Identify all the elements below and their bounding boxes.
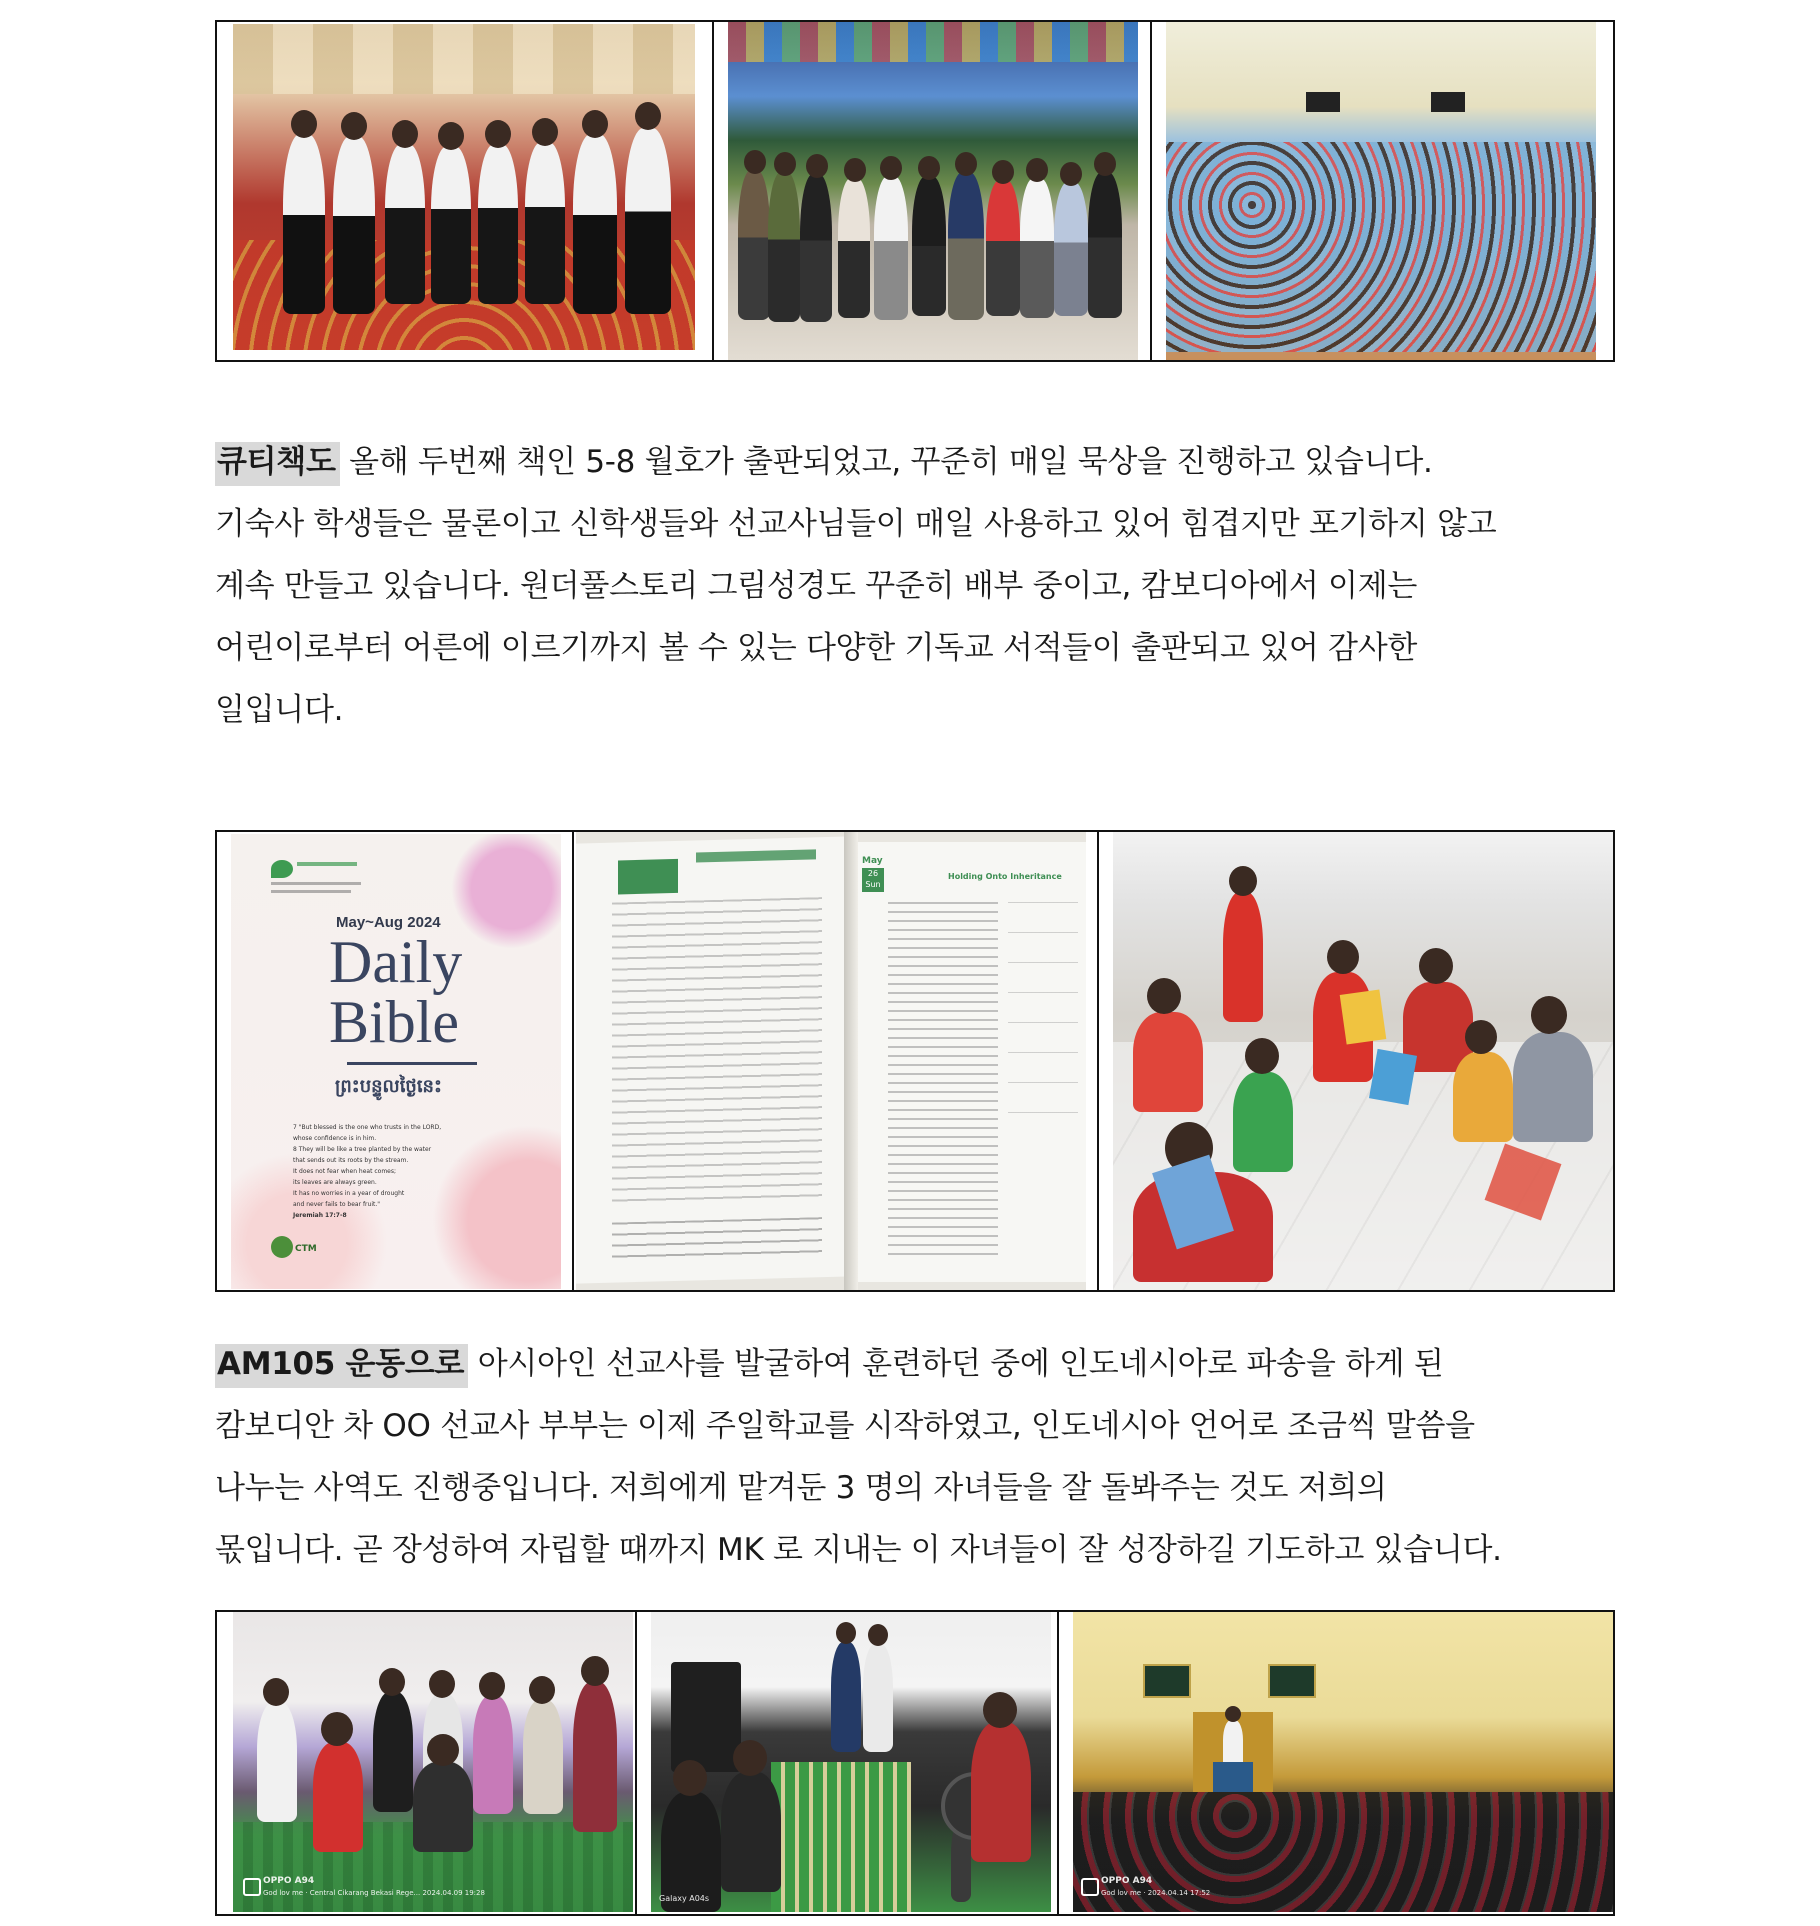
am105-highlight: AM105 운동으로: [215, 1344, 468, 1388]
watermark-logo-icon: [243, 1878, 261, 1896]
open-book-header: Holding Onto Inheritance: [948, 872, 1062, 881]
cover-title-line1: Daily: [329, 929, 463, 995]
qt-line-2: 기숙사 학생들은 물론이고 신학생들와 선교사님들이 매일 사용하고 있어 힘겹지만 포기하지 않고: [215, 506, 1497, 542]
watermark-device: OPPO A94: [263, 1876, 315, 1886]
cover-title-line2: Bible: [329, 989, 459, 1055]
church-service-photo: [1059, 1612, 1613, 1914]
youth-gathering-photo: [637, 1612, 1059, 1914]
daily-bible-open-book-photo: [574, 832, 1099, 1290]
publisher-name: CTM: [295, 1244, 317, 1254]
photo-row-middle: [215, 830, 1615, 1292]
cover-dates: May~Aug 2024: [336, 914, 441, 931]
open-book-month: May: [862, 856, 883, 866]
qt-paragraph: [215, 431, 1615, 741]
watermark-caption: God lov me · 2024.04.14 17:52: [1101, 1889, 1211, 1897]
qt-highlight: 큐티책도: [215, 442, 340, 486]
watermark-device: OPPO A94: [1101, 1876, 1153, 1886]
daily-bible-cover-photo: [217, 832, 574, 1290]
am105-line-3: 나누는 사역도 진행중입니다. 저희에게 맡겨둔 3 명의 자녀들을 잘 돌봐주는 것도 저희의: [215, 1470, 1387, 1506]
children-reading-books-photo: [1099, 832, 1613, 1290]
cover-khmer-title: ព្រះបន្ទូលថ្ងៃនេះ: [335, 1076, 442, 1097]
am105-line-1: AM105 운동으로 아시아인 선교사를 발굴하여 훈련하던 중에 인도네시아로 파송을 하게 된: [215, 1333, 1615, 1395]
photo-row-top: [215, 20, 1615, 362]
children-assembly-photo: [1152, 22, 1613, 360]
watermark-logo-icon: [1081, 1878, 1099, 1896]
am105-paragraph: [215, 1333, 1615, 1581]
qt-line-4: 어린이로부터 어른에 이르기까지 볼 수 있는 다양한 기독교 서적들이 출판되고 있어 감사한: [215, 630, 1417, 666]
cover-verse: 7 "But blessed is the one who trusts in the LORD, whose confidence is in him. 8 They will be like a tree planted by the water that sends out its roots by the stream. It does not fear when heat comes; its leaves are always green. It has no worries in a year of drought and never fails to bear fruit." Jeremiah 17:7-8: [293, 1124, 442, 1219]
open-book-weekday: Sun: [865, 880, 881, 889]
qt-line-1: 큐티책도 올해 두번째 책인 5-8 월호가 출판되었고, 꾸준히 매일 묵상을 진행하고 있습니다.: [215, 431, 1615, 493]
watermark-device: Galaxy A04s: [659, 1894, 710, 1903]
cover-logo-icon: [271, 860, 293, 878]
qt-line-3: 계속 만들고 있습니다. 원더풀스토리 그림성경도 꾸준히 배부 중이고, 캄보디아에서 이제는: [215, 568, 1417, 604]
watermark-caption: God lov me · Central Cikarang Bekasi Rege... 2024.04.09 19:28: [263, 1889, 485, 1897]
open-book-day: 26: [867, 869, 879, 878]
family-gathering-photo: [217, 1612, 637, 1914]
students-award-photo: [217, 22, 714, 360]
photo-row-bottom: [215, 1610, 1615, 1916]
am105-line-4: 몫입니다. 곧 장성하여 자립할 때까지 MK 로 지내는 이 자녀들이 잘 성장하길 기도하고 있습니다.: [215, 1532, 1502, 1568]
am105-line-2: 캄보디안 차 OO 선교사 부부는 이제 주일학교를 시작하였고, 인도네시아 언어로 조금씩 말씀을: [215, 1408, 1475, 1444]
group-photo-event: [714, 22, 1152, 360]
publisher-logo-icon: [271, 1236, 293, 1258]
qt-line-5: 일입니다.: [215, 692, 344, 728]
